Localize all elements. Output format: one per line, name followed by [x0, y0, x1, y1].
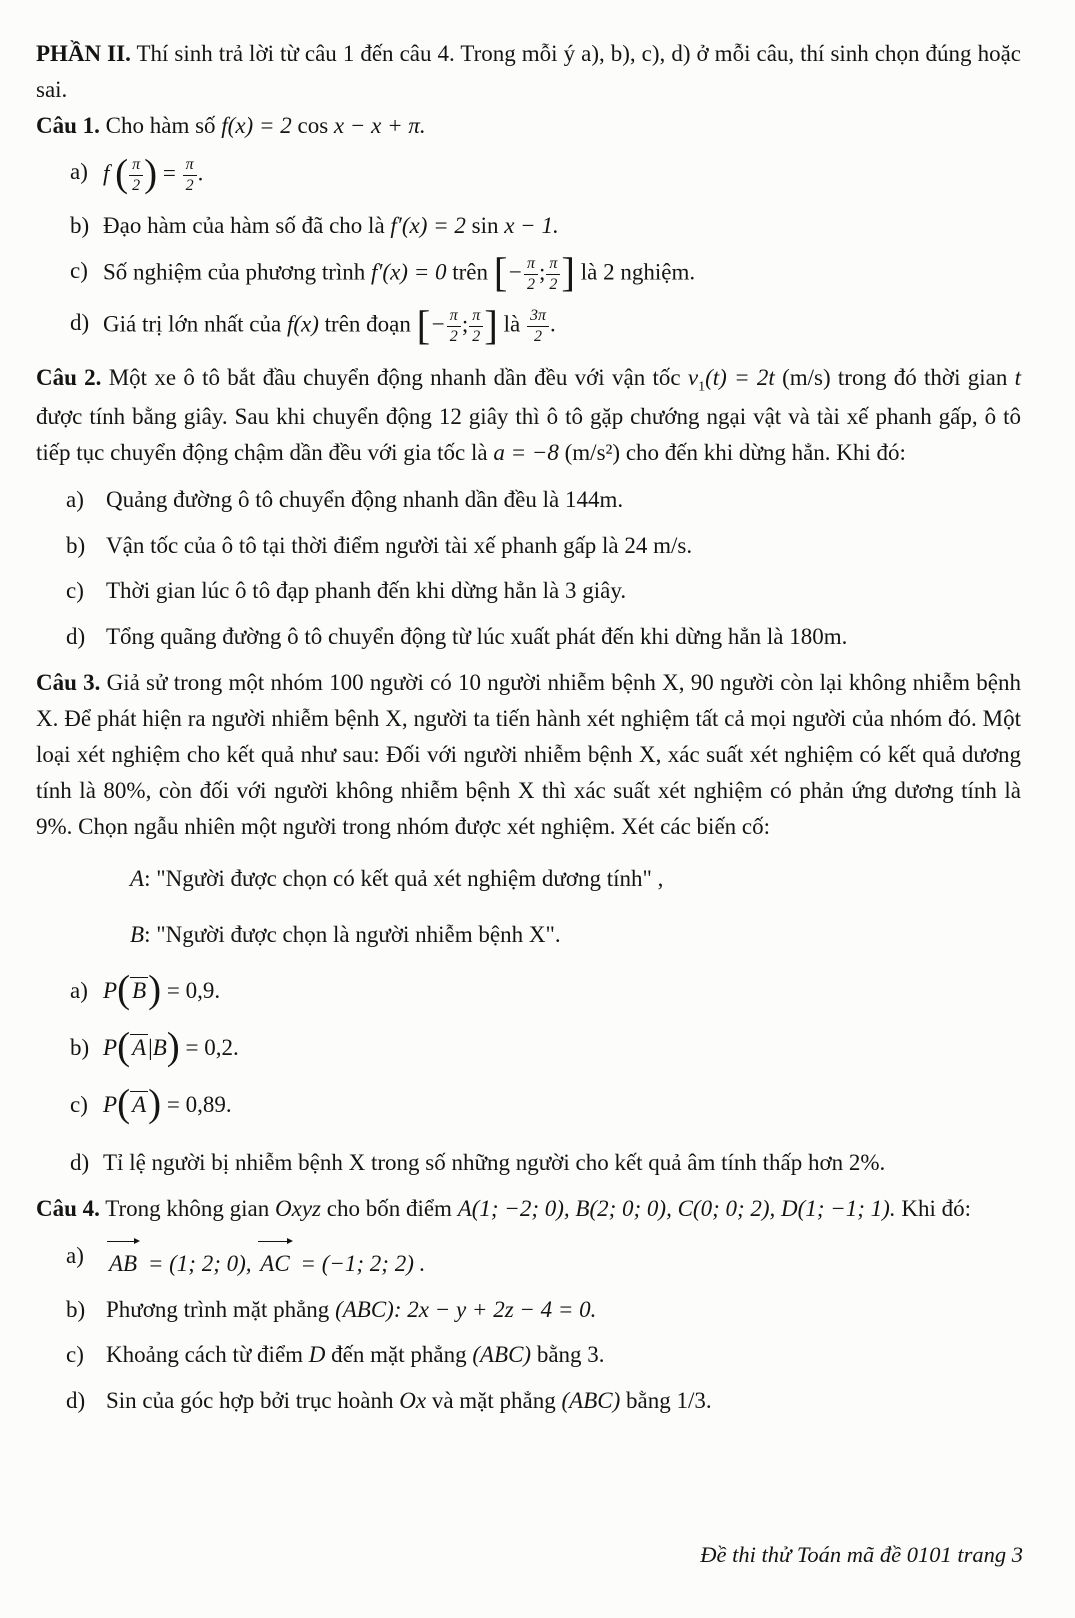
- minus-sign: −: [430, 312, 446, 338]
- item-d-text: [103, 301, 1021, 348]
- equation-value: = 0,9.: [166, 977, 221, 1003]
- time-variable: t: [1014, 365, 1022, 391]
- period: .: [550, 312, 556, 338]
- question-2-items: [36, 483, 1021, 654]
- big-paren-close: ): [144, 151, 158, 195]
- points-coordinates: A(1; −2; 0), B(2; 0; 0), C(0; 0; 2), D(1; −1; 1).: [457, 1196, 896, 1222]
- question-3-item-a: [70, 968, 1021, 1012]
- big-bracket-close: ]: [561, 249, 576, 295]
- vector-AC: AC: [258, 1247, 291, 1282]
- statement-text: Sin của góc hợp bởi trục hoành: [106, 1387, 394, 1413]
- event-B-description: "Người được chọn là người nhiễm bệnh X".: [156, 922, 561, 948]
- question-2: [36, 360, 1021, 654]
- equation-value: = 0,2.: [185, 1034, 239, 1060]
- function-definition-rest: x − x + π.: [333, 113, 426, 139]
- question-3: [36, 665, 1021, 1180]
- equation-value: = 0,89.: [166, 1091, 232, 1117]
- statement-text: Vận tốc của ô tô tại thời điểm người tài xế phanh gấp là 24 m/s.: [106, 532, 693, 558]
- item-label-a: a): [66, 1243, 84, 1269]
- statement-text: Thời gian lúc ô tô đạp phanh đến khi dừng hẳn là 3 giây.: [106, 578, 627, 604]
- probability-symbol: P: [103, 977, 118, 1003]
- fraction-pi-over-2: $\frac{\pi}{2}$: [524, 255, 538, 294]
- item-label-b: b): [70, 1034, 90, 1060]
- big-paren-open: (: [117, 968, 131, 1012]
- item-a-formula: [103, 151, 1021, 195]
- item-label-d: d): [70, 310, 90, 336]
- question-4: [36, 1191, 1021, 1418]
- statement-text: Khoảng cách từ điểm: [106, 1342, 304, 1368]
- statement-text: Tỉ lệ người bị nhiễm bệnh X trong số những người cho kết quả âm tính thấp hơn 2%.: [103, 1149, 886, 1175]
- big-paren-close: ): [166, 1025, 180, 1069]
- probability-formula: [103, 1025, 1021, 1069]
- fraction-pi-over-2: $\frac{\pi}{2}$: [469, 307, 483, 346]
- question-3-items: [36, 968, 1021, 1181]
- item-label-c: c): [70, 1091, 88, 1117]
- plane-ABC-symbol: (ABC): [561, 1387, 621, 1413]
- ox-axis-symbol: Ox: [399, 1387, 427, 1413]
- item-label-c: c): [66, 1342, 84, 1368]
- function-symbol: f(x): [286, 312, 319, 338]
- item-label-a: a): [70, 977, 88, 1003]
- question-1-item-d: [70, 301, 1021, 348]
- question-2-item-d: [66, 620, 1021, 655]
- statement-text: đến mặt phẳng: [331, 1342, 467, 1368]
- complement-A: A: [132, 1034, 147, 1060]
- statement-text: Quảng đường ô tô chuyển động nhanh dần đều là 144m.: [106, 487, 624, 513]
- question-1-item-b: [70, 209, 1021, 244]
- oxyz-space: Oxyz: [275, 1196, 321, 1222]
- probability-formula: [103, 968, 1021, 1012]
- item-label-a: a): [70, 159, 88, 185]
- vector-AC-value: = (−1; 2; 2) .: [300, 1251, 426, 1277]
- statement-text: Tổng quãng đường ô tô chuyển động từ lúc xuất phát đến khi dừng hẳn là 180m.: [106, 623, 848, 649]
- event-A-description: "Người được chọn có kết quả xét nghiệm dương tính" ,: [156, 865, 664, 891]
- probability-symbol: P: [103, 1034, 118, 1060]
- question-2-item-a: [66, 483, 1021, 518]
- plane-equation-formula: (ABC): 2x − y + 2z − 4 = 0.: [335, 1296, 597, 1322]
- fraction-3pi-over-2: $\frac{3\pi}{2}$: [527, 307, 549, 346]
- big-paren-close: ): [148, 1082, 162, 1126]
- item-label-b: b): [70, 213, 90, 239]
- plane-ABC-symbol: (ABC): [472, 1342, 532, 1368]
- minus-sign: −: [507, 259, 523, 285]
- big-bracket-open: [: [493, 249, 508, 295]
- statement-text: (m/s) trong đó thời gian: [782, 365, 1008, 391]
- statement-text: là 2 nghiệm.: [580, 259, 696, 285]
- item-label-a: a): [66, 487, 84, 513]
- statement-text: Giá trị lớn nhất của: [103, 312, 282, 338]
- colon: :: [144, 922, 151, 948]
- question-1-label: Câu 1.: [36, 113, 100, 139]
- statement-text: trên đoạn: [324, 312, 411, 338]
- question-3-statement: [36, 665, 1021, 846]
- question-4-statement: [36, 1191, 1021, 1227]
- equation: f′(x) = 0: [371, 259, 447, 285]
- item-label-d: d): [66, 1387, 86, 1413]
- statement-text: Phương trình mặt phẳng: [106, 1296, 330, 1322]
- statement-text: Trong không gian: [105, 1196, 270, 1222]
- question-3-item-b: [70, 1025, 1021, 1069]
- vector-AB: AB: [107, 1247, 139, 1282]
- point-D-symbol: D: [308, 1342, 326, 1368]
- question-3-item-d: [70, 1146, 1021, 1181]
- statement-text: Khi đó:: [901, 1196, 971, 1222]
- vector-AB-value: = (1; 2; 0),: [147, 1251, 252, 1277]
- statement-text: được tính bằng giây. Sau khi chuyển động 12 giây thì ô tô gặp chướng ngại vật và tài xế phanh gấp, ô tô tiếp tục chuyển động chậm dần đều với gia tốc là: [36, 403, 1021, 465]
- derivative-formula-rest: x − 1.: [504, 213, 559, 239]
- question-3-item-c: [70, 1082, 1021, 1126]
- f-symbol: f: [103, 161, 110, 187]
- complement-B: B: [132, 977, 147, 1003]
- question-3-label: Câu 3.: [36, 670, 101, 696]
- statement-text: (m/s²) cho đến khi dừng hẳn. Khi đó:: [564, 439, 906, 465]
- question-1-title: [36, 108, 1021, 144]
- question-4-item-d: [66, 1384, 1021, 1419]
- distance-statement: [106, 1338, 1021, 1373]
- question-2-item-c: [66, 574, 1021, 609]
- big-paren-open: (: [117, 1025, 131, 1069]
- period: .: [197, 161, 204, 187]
- plane-equation: [106, 1293, 1021, 1328]
- angle-statement: [106, 1384, 1021, 1419]
- question-2-statement: [36, 360, 1021, 471]
- event-A-symbol: A: [130, 865, 145, 891]
- item-label-d: d): [70, 1149, 90, 1175]
- question-1-item-c: [70, 249, 1021, 295]
- question-4-label: Câu 4.: [36, 1196, 100, 1222]
- question-1-items: [36, 151, 1021, 348]
- question-2-label: Câu 2.: [36, 365, 102, 391]
- big-paren-open: (: [117, 1082, 131, 1126]
- statement-text: cho bốn điểm: [326, 1196, 452, 1222]
- item-c-text: [103, 249, 1021, 295]
- statement-text: Số nghiệm của phương trình: [103, 259, 366, 285]
- statement-text: Một xe ô tô bắt đầu chuyển động nhanh dần đều với vận tốc: [108, 365, 681, 391]
- vectors-formula: [106, 1239, 1021, 1282]
- cos-function: cos: [297, 113, 329, 139]
- statement-text: bằng 1/3.: [626, 1387, 712, 1413]
- question-1: [36, 108, 1021, 346]
- statement-text: trên: [452, 259, 488, 285]
- big-bracket-close: ]: [484, 301, 498, 348]
- statement-text: Đạo hàm của hàm số đã cho là: [103, 213, 385, 239]
- page-footer: Đề thi thử Toán mã đề 0101 trang 3: [700, 1542, 1023, 1567]
- big-paren-close: ): [148, 968, 162, 1012]
- fraction-pi-over-2: $\frac{\pi}{2}$: [447, 307, 461, 346]
- question-4-items: [36, 1239, 1021, 1418]
- fraction-pi-over-2: $\frac{\pi}{2}$: [546, 255, 560, 294]
- semicolon: ;: [461, 312, 469, 338]
- big-bracket-open: [: [416, 301, 431, 348]
- statement-text: Giả sử trong một nhóm 100 người có 10 người nhiễm bệnh X, 90 người còn lại không nhiễm bệnh X. Để phát hiện ra người nhiễm bệnh X, người ta tiến hành xét nghiệm tất cả mọi người của nhóm đó. Một loại xét nghiệm cho kết quả như sau: Đối với người nhiễm bệnh X, xác suất xét nghiệm có kết quả dương tính là 80%, còn đối với người không nhiễm bệnh X thì xác suất xét nghiệm có phản ứng dương tính là 9%. Chọn ngẫu nhiên một người trong nhóm được xét nghiệm. Xét các biến cố:: [36, 670, 1022, 840]
- probability-formula: [103, 1082, 1021, 1126]
- part-ii-instructions: [36, 36, 1021, 108]
- probability-symbol: P: [103, 1091, 118, 1117]
- colon: :: [144, 865, 151, 891]
- question-1-item-a: [70, 151, 1021, 195]
- part-label: PHẦN II.: [36, 41, 131, 66]
- big-paren-open: (: [115, 151, 129, 195]
- event-A: [130, 862, 1021, 897]
- question-4-item-b: [66, 1293, 1021, 1328]
- complement-A: A: [132, 1091, 147, 1117]
- question-1-intro: Cho hàm số: [105, 113, 216, 139]
- statement-text: bằng 3.: [536, 1342, 605, 1368]
- statement-text: và mặt phẳng: [431, 1387, 556, 1413]
- item-label-d: d): [66, 623, 86, 649]
- question-3-events: [130, 862, 1021, 953]
- statement-text: là: [503, 312, 521, 338]
- fraction-pi-over-2: $\frac{\pi}{2}$: [183, 156, 197, 195]
- item-label-c: c): [70, 257, 88, 283]
- item-b-text: [103, 209, 1021, 244]
- question-2-item-b: [66, 529, 1021, 564]
- event-B-symbol: B: [130, 922, 145, 948]
- conditional-bar: |: [148, 1034, 153, 1060]
- question-4-item-c: [66, 1338, 1021, 1373]
- item-label-b: b): [66, 1296, 86, 1322]
- instructions-text: Thí sinh trả lời từ câu 1 đến câu 4. Trong mỗi ý a), b), c), d) ở mỗi câu, thí sinh chọn đúng hoặc sai.: [36, 41, 1021, 103]
- function-definition: f(x) = 2: [221, 113, 292, 139]
- fraction-pi-over-2: $\frac{\pi}{2}$: [129, 156, 143, 195]
- event-B: [130, 918, 1021, 953]
- condition-B: B: [152, 1034, 167, 1060]
- derivative-formula: f′(x) = 2: [390, 213, 466, 239]
- item-label-c: c): [66, 578, 84, 604]
- sin-function: sin: [471, 213, 499, 239]
- item-label-b: b): [66, 532, 86, 558]
- equals-sign: =: [162, 161, 176, 187]
- velocity-formula: $v_1(t) = 2t$: [687, 365, 775, 395]
- question-4-item-a: [66, 1239, 1021, 1282]
- acceleration-formula: a = −8: [493, 439, 559, 465]
- semicolon: ;: [538, 259, 546, 285]
